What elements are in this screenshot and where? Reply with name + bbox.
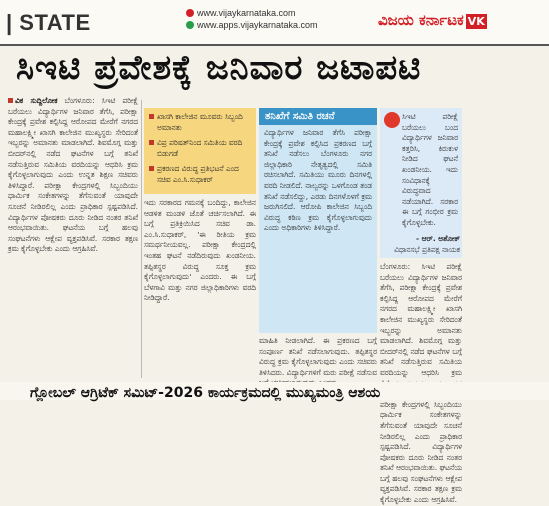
page-header xyxy=(0,0,549,44)
highlights-box xyxy=(144,108,256,194)
bullet-icon xyxy=(8,98,13,103)
apps-icon xyxy=(186,21,194,29)
next-headline: ಗ್ಲೋಬಲ್ ಆಗ್ರಿಟೆಕ್ ಸಮಿಟ್-2026 ಕಾರ್ಯಕ್ರಮದಲ್ಲಿ ಮುಖ್ಯಮಂತ್ರಿ ಆಶಯ xyxy=(30,385,381,401)
highlight-item: ವಿಪ್ರ ಪರಿಷತ್‌ನಿಂದ ಸಮಿತಿಯ ವರದಿ ಬಿಡುಗಡೆ xyxy=(149,138,251,159)
masthead-logo: ವಿಜಯ ಕರ್ನಾಟಕ VK xyxy=(378,11,485,29)
article-column-2: ಇದು ಸರಕಾರದ ಗಮನಕ್ಕೆ ಬಂದಿದ್ದು, ಕಾಲೇಜಿನ ಆಡಳಿತ ಮಂಡಳಿ ಜೊತೆ ಚರ್ಚಿಸಲಾಗಿದೆ. ಈ ಬಗ್ಗೆ ಪ್ರತಿಕ್ರಿಯಿಸಿದ ಸಚಿವ ಡಾ. ಎಂ.ಸಿ.ಸುಧಾಕರ್, 'ಈ ರೀತಿಯ ಕ್ರಮ ಸಮರ್ಥನೀಯವಲ್ಲ. ಪರೀಕ್ಷಾ ಕೇಂದ್ರದಲ್ಲಿ ಇಂತಹ ಘಟನೆ ನಡೆದಿರುವುದು ಖಂಡನೀಯ. ತಪ್ಪಿತಸ್ಥರ ವಿರುದ್ಧ ಸೂಕ್ತ ಕ್ರಮ ಕೈಗೊಳ್ಳಲಾಗುವುದು' ಎಂದರು. ಈ ಬಗ್ಗೆ ಬೆಳಗಾವಿ ಮತ್ತು ನಗರ ಜಿಲ್ಲಾಧಿಕಾರಿಗಳು ವರದಿ ನೀಡಿದ್ದಾರೆ. xyxy=(144,198,256,303)
quote-box xyxy=(380,108,462,258)
article-column-1 xyxy=(8,96,138,378)
quote-author: - ಆರ್. ಅಶೋಕ್ xyxy=(416,234,460,243)
highlight-item: ಖಾಸಗಿ ಕಾಲೇಜಿನ ಮೂವರು ಸಿಬ್ಬಂದಿ ಅಮಾನತು xyxy=(149,112,251,133)
website-url[interactable]: www.vijaykarnataka.com xyxy=(197,8,296,18)
highlight-item: ಪ್ರಕರಣದ ವಿರುದ್ಧ ಪ್ರತಿಭಟನೆ ಎಂದ ಸಚಿವ ಎಂ.ಸಿ.ಸುಧಾಕರ್ xyxy=(149,164,251,185)
section-label: | STATE xyxy=(6,10,91,35)
url-block xyxy=(186,7,318,31)
header-rule xyxy=(0,44,549,46)
globe-icon xyxy=(186,9,194,17)
article-column-4: ಬೆಂಗಳೂರು: ಸಿಇಟಿ ಪರೀಕ್ಷೆ ಬರೆಯಲು ವಿದ್ಯಾರ್ಥಿಗಳ ಜನಿವಾರ ತೆಗೆಸಿ, ಪರೀಕ್ಷಾ ಕೇಂದ್ರಕ್ಕೆ ಪ್ರವೇಶ ಕಲ್ಪಿಸಿದ್ದ ಆರೋಪದ ಮೇರೆಗೆ ನಗರದ ಮಹಾಲಕ್ಷ್ಮೀ ಖಾಸಗಿ ಕಾಲೇಜಿನ ಮುಖ್ಯಸ್ಥರು ಸೇರಿದಂತೆ ಇಬ್ಬರನ್ನು ಅಮಾನತು ಮಾಡಲಾಗಿದೆ. ಶಿವಮೊಗ್ಗ ಮತ್ತು ಬೀದರ್‌ನಲ್ಲಿ ನಡೆದ ಘಟನೆಗಳ ಬಗ್ಗೆ ತನಿಖೆ ನಡೆಸುತ್ತಿರುವ ಸಮಿತಿಯ ವರದಿಯನ್ನು ಆಧರಿಸಿ ಕ್ರಮ ಪರೀಕ್ಷಾ ಕೇಂದ್ರಗಳಲ್ಲಿ ಸಿಬ್ಬಂದಿಯು ಧಾರ್ಮಿಕ ಸಂಕೇತಗಳನ್ನು ತೆಗೆಸುವಂತೆ ಯಾವುದೇ ಸೂಚನೆ ನೀಡಿರಲಿಲ್ಲ ಎಂದು ಪ್ರಾಧಿಕಾರ ಸ್ಪಷ್ಟಪಡಿಸಿದೆ. ವಿದ್ಯಾರ್ಥಿಗಳ ಪೋಷಕರು ದೂರು ನೀಡಿದ ನಂತರ ತನಿಖೆ ಆರಂಭವಾಯಿತು. ಘಟನೆಯ ಬಗ್ಗೆ ಹಲವು ಸಂಘಟನೆಗಳು ಆಕ್ಷೇಪ ವ್ಯಕ್ತಪಡಿಸಿವೆ. ಸರಕಾರ ತಕ್ಷಣ ಕ್ರಮ ಕೈಗೊಳ್ಳಬೇಕು ಎಂದು ಆಗ್ರಹಿಸಿವೆ. xyxy=(380,262,462,505)
photo-placeholder xyxy=(384,112,400,128)
apps-url[interactable]: www.apps.vijaykarnataka.com xyxy=(197,20,318,30)
quote-role: ವಿಧಾನಸಭೆ ಪ್ರತಿಪಕ್ಷ ನಾಯಕ xyxy=(394,245,460,254)
article-column-3: ಮಾಹಿತಿ ನೀಡಲಾಗಿದೆ. ಈ ಪ್ರಕರಣದ ಬಗ್ಗೆ ಸಂಪೂರ್ಣ ತನಿಖೆ ನಡೆಸಲಾಗುವುದು. ತಪ್ಪಿತಸ್ಥರ ವಿರುದ್ಧ ಕ್ರಮ ಕೈಗೊಳ್ಳಲಾಗುವುದು ಎಂದು ಸಚಿವರು ತಿಳಿಸಿದರು. ವಿದ್ಯಾರ್ಥಿಗಳಿಗೆ ಮರು ಪರೀಕ್ಷೆ ನಡೆಸುವ xyxy=(259,336,377,377)
quote-text: ಸಿಇಟಿ ಪರೀಕ್ಷೆ ಬರೆಯಲು ಬಂದ ವಿದ್ಯಾರ್ಥಿಗಳ ಜನಿವಾರ ಕತ್ತರಿಸಿ, ಕಿರುಕುಳ ನೀಡಿದ ಘಟನೆ ಖಂಡನೀಯ. ಇದು ಸಂವಿಧಾನಕ್ಕೆ ವಿರುದ್ಧವಾದ ನಡೆಯಾಗಿದೆ. ಸರಕಾರ ಈ ಬಗ್ಗೆ ಗಂಭೀರ ಕ್ರಮ ಕೈಗೊಳ್ಳಬೇಕು. xyxy=(402,112,458,227)
headline: ಸಿಇಟಿ ಪ್ರವೇಶಕ್ಕೆ ಜನಿವಾರ ಜಟಾಪಟಿ xyxy=(16,48,422,88)
panel-title: ತನಿಖೆಗೆ ಸಮಿತಿ ರಚನೆ xyxy=(259,108,377,125)
panel-text: ವಿದ್ಯಾರ್ಥಿಗಳ ಜನಿವಾರ ತೆಗೆಸಿ ಪರೀಕ್ಷಾ ಕೇಂದ್ರಕ್ಕೆ ಪ್ರವೇಶ ಕಲ್ಪಿಸಿದ ಪ್ರಕರಣದ ಬಗ್ಗೆ ತನಿಖೆ ನಡೆಸಲು ಬೆಂಗಳೂರು ನಗರ ಜಿಲ್ಲಾಧಿಕಾರಿ ನೇತೃತ್ವದಲ್ಲಿ ಸಮಿತಿ ರಚಿಸಲಾಗಿದೆ. ಸಮಿತಿಯು ಮೂರು ದಿನಗಳಲ್ಲಿ ವರದಿ ನೀಡಲಿದೆ. ನಾಲ್ವರನ್ನು ಒಳಗೊಂಡ ತಂಡ ತನಿಖೆ ನಡೆಸಲಿದ್ದು, ಎರಡು ದಿನಗಳೊಳಗೆ ಕ್ರಮ ಜರುಗಿಸಲಿದೆ. ಆರೋಪಿ ಕಾಲೇಜಿನ ಸಿಬ್ಬಂದಿ ವಿರುದ್ಧ ಕಠಿಣ ಕ್ರಮ ಕೈಗೊಳ್ಳಲಾಗುವುದು ಎಂದು ಅಧಿಕಾರಿಗಳು ತಿಳಿಸಿದ್ದಾರೆ. xyxy=(264,128,372,233)
column-divider xyxy=(141,100,142,378)
vk-badge: VK xyxy=(467,15,485,28)
probe-panel xyxy=(259,108,377,333)
byline: ವಿಕ ಸುದ್ದಿಲೋಕ xyxy=(15,96,58,105)
article-text-1: ಬೆಂಗಳೂರು: ಸಿಇಟಿ ಪರೀಕ್ಷೆ ಬರೆಯಲು ವಿದ್ಯಾರ್ಥಿಗಳ ಜನಿವಾರ ತೆಗೆಸಿ, ಪರೀಕ್ಷಾ ಕೇಂದ್ರಕ್ಕೆ ಪ್ರವೇಶ ಕಲ್ಪಿಸಿದ್ದ ಆರೋಪದ ಮೇರೆಗೆ ನಗರದ ಮಹಾಲಕ್ಷ್ಮೀ ಖಾಸಗಿ ಕಾಲೇಜಿನ ಮುಖ್ಯಸ್ಥರು ಸೇರಿದಂತೆ ಇಬ್ಬರನ್ನು ಅಮಾನತು ಮಾಡಲಾಗಿದೆ. ಶಿವಮೊಗ್ಗ ಮತ್ತು ಬೀದರ್‌ನಲ್ಲಿ ನಡೆದ ಘಟನೆಗಳ ಬಗ್ಗೆ ತನಿಖೆ ನಡೆಸುತ್ತಿರುವ ಸಮಿತಿಯ ವರದಿಯನ್ನು ಆಧರಿಸಿ ಕ್ರಮ ಕೈಗೊಳ್ಳಲಾಗುವುದು ಎಂದು ಉನ್ನತ ಶಿಕ್ಷಣ ಸಚಿವರು ತಿಳಿಸಿದ್ದಾರೆ. ಪರೀಕ್ಷಾ ಕೇಂದ್ರಗಳಲ್ಲಿ ಸಿಬ್ಬಂದಿಯು ಧಾರ್ಮಿಕ ಸಂಕೇತಗಳನ್ನು ತೆಗೆಸುವಂತೆ ಯಾವುದೇ ಸೂಚನೆ ನೀಡಿರಲಿಲ್ಲ ಎಂದು ಪ್ರಾಧಿಕಾರ ಸ್ಪಷ್ಟಪಡಿಸಿದೆ. ವಿದ್ಯಾರ್ಥಿಗಳ ಪೋಷಕರು ದೂರು ನೀಡಿದ ನಂತರ ತನಿಖೆ ಆರಂಭವಾಯಿತು. ಘಟನೆಯ ಬಗ್ಗೆ ಹಲವು ಸಂಘಟನೆಗಳು ಆಕ್ಷೇಪ ವ್ಯಕ್ತಪಡಿಸಿವೆ. ಸರಕಾರ ತಕ್ಷಣ ಕ್ರಮ ಕೈಗೊಳ್ಳಬೇಕು ಎಂದು ಆಗ್ರಹಿಸಿವೆ. xyxy=(8,96,138,254)
